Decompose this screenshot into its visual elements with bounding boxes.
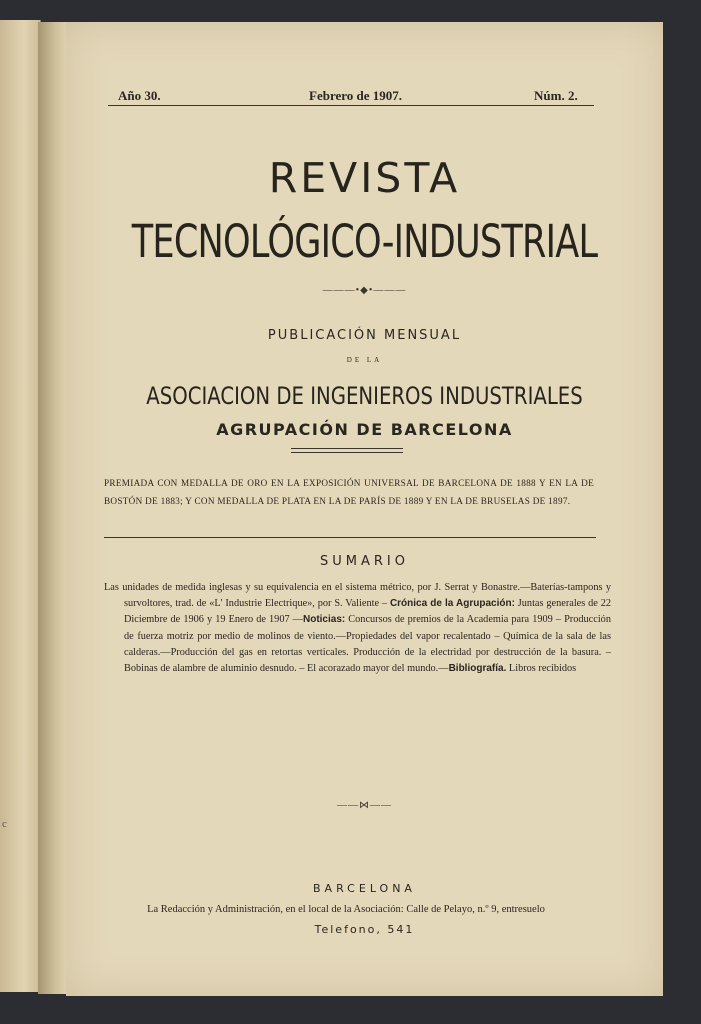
book-gutter	[38, 22, 68, 994]
association-name: ASOCIACION DE INGENIEROS INDUSTRIALES	[146, 382, 583, 410]
issue-date: Febrero de 1907.	[309, 88, 403, 103]
journal-title-line2: TECNOLÓGICO-INDUSTRIAL	[131, 215, 598, 268]
publication-connector: DE LA	[346, 356, 383, 364]
award-statement: PREMIADA CON MEDALLA DE ORO EN LA EXPOSICIÓN UNIVERSAL DE BARCELONA DE 1888 Y EN LA DE BOSTÓN DE 1883; Y CON MEDALLA DE PLATA EN LA DE PARÍS DE 1889 Y EN LA DE BRUSELAS DE 1897.	[104, 478, 594, 506]
footer-city: BARCELONA	[313, 882, 416, 895]
journal-title-line1: REVISTA	[268, 154, 461, 202]
summary-bold-bibliografia: Bibliografía.	[448, 663, 507, 675]
summary-text	[104, 580, 611, 677]
summary-bold-cronica: Crónica de la Agrupación:	[389, 598, 515, 610]
title-ornament: ———•◆•———	[322, 285, 407, 296]
header-rule	[108, 105, 594, 106]
bottom-ornament: ——⋈——	[337, 800, 392, 811]
footer-phone: Telefono, 541	[314, 923, 415, 936]
issue-year: Año 30.	[118, 88, 161, 103]
association-group: AGRUPACIÓN DE BARCELONA	[216, 420, 513, 439]
footer-address: La Redacción y Administración, en el local de la Asociación: Calle de Pelayo, n.º 9, entresuelo	[147, 904, 545, 915]
award-rule	[104, 537, 596, 538]
summary-bold-noticias: Noticias:	[302, 614, 346, 626]
issue-number: Núm. 2.	[534, 88, 578, 103]
summary-part-3: Concursos de premios de la Academia para 1909 – Producción de fuerza motriz por medio de molinos de viento.—Propiedades del vapor recalentado – Química de la sala de las calderas.—Producción del gas en retortas verticales. Producción de la electridad por destrucción de la basura. – Bobinas de alambre de aluminio desnudo. – El acorazado mayor del mundo.—	[124, 614, 611, 675]
summary-part-2: Juntas generales de 22 Diciembre de 1906 y 19 Enero de 1907 —	[124, 598, 611, 626]
facing-page	[0, 20, 41, 992]
section-divider	[291, 448, 403, 453]
journal-cover	[66, 22, 663, 996]
publication-type: PUBLICACIÓN MENSUAL	[267, 328, 462, 343]
summary-heading: SUMARIO	[320, 554, 409, 569]
summary-part-1: Las unidades de medida inglesas y su equivalencia en el sistema métrico, por J. Serrat y Bonastre.—Baterías-tampons y survoltores, trad. de «L' Industrie Electrique», por S. Valiente –	[104, 582, 611, 610]
facing-page-fragment: c	[2, 818, 7, 830]
summary-part-4: Libros recibidos	[506, 663, 577, 675]
